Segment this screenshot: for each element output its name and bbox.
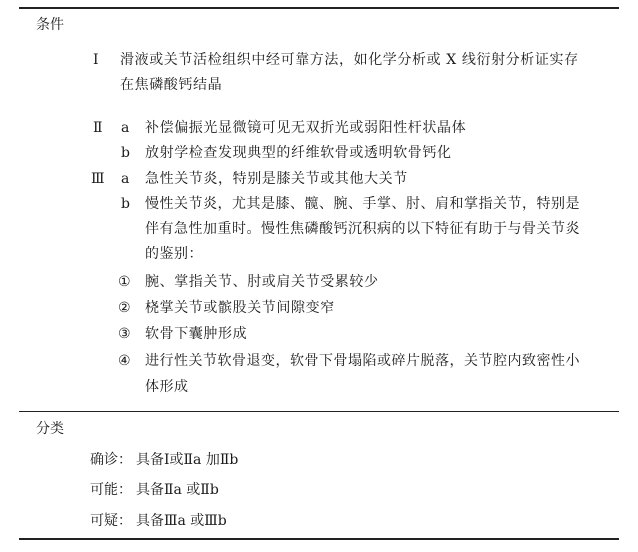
criterion-III-label: Ⅲ (91, 171, 105, 187)
feature-4-mark: ④ (118, 353, 131, 369)
criterion-II-a-text: 补偿偏振光显微镜可见无双折光或弱阳性杆状晶体 (145, 120, 467, 136)
table-top-rule (19, 7, 619, 9)
criterion-I-line-1: 滑液或关节活检组织中经可靠方法，如化学分析或 X 线衍射分析证实存 (120, 52, 579, 68)
criterion-II-label: Ⅱ (93, 120, 103, 136)
classification-probable-label: 可能： (90, 482, 132, 498)
feature-4-line-2: 体形成 (145, 379, 189, 395)
section-divider (19, 411, 619, 412)
classification-definite-label: 确诊： (90, 452, 132, 468)
feature-3-text: 软骨下囊肿形成 (145, 326, 248, 342)
criterion-III-b-line-2: 伴有急性加重时。慢性焦磷酸钙沉积病的以下特征有助于与骨关节炎 (145, 221, 580, 237)
criterion-II-a-letter: a (121, 120, 130, 136)
classification-possible-label: 可疑： (90, 513, 132, 529)
criterion-III-b-line-3: 的鉴别： (145, 246, 203, 262)
criterion-III-a-text: 急性关节炎，特别是膝关节或其他大关节 (145, 171, 408, 187)
classification-heading: 分类 (36, 421, 64, 437)
criterion-III-b-line-1: 慢性关节炎，尤其是膝、髋、腕、手掌、肘、肩和掌指关节，特别是 (145, 196, 580, 212)
feature-3-mark: ③ (118, 326, 131, 342)
criterion-II-b-text: 放射学检查发现典型的纤维软骨或透明软骨钙化 (145, 145, 452, 161)
feature-1-text: 腕、掌指关节、肘或肩关节受累较少 (145, 274, 379, 290)
criterion-III-b-letter: b (121, 196, 130, 212)
criterion-I-label: Ⅰ (93, 52, 99, 68)
classification-possible-text: 具备Ⅲa 或Ⅲb (136, 513, 227, 529)
criteria-heading: 条件 (36, 17, 64, 33)
table-bottom-rule (19, 538, 619, 540)
feature-2-text: 桡掌关节或髌股关节间隙变窄 (145, 300, 335, 316)
criterion-II-b-letter: b (121, 145, 130, 161)
feature-2-mark: ② (118, 300, 131, 316)
feature-4-line-1: 进行性关节软骨退变，软骨下骨塌陷或碎片脱落，关节腔内致密性小 (145, 353, 580, 369)
classification-probable-text: 具备Ⅱa 或Ⅱb (136, 482, 219, 498)
criterion-I-line-2: 在焦磷酸钙结晶 (120, 77, 223, 93)
classification-definite-text: 具备Ⅰ或Ⅱa 加Ⅱb (136, 452, 239, 468)
criterion-III-a-letter: a (121, 171, 130, 187)
feature-1-mark: ① (118, 274, 131, 290)
